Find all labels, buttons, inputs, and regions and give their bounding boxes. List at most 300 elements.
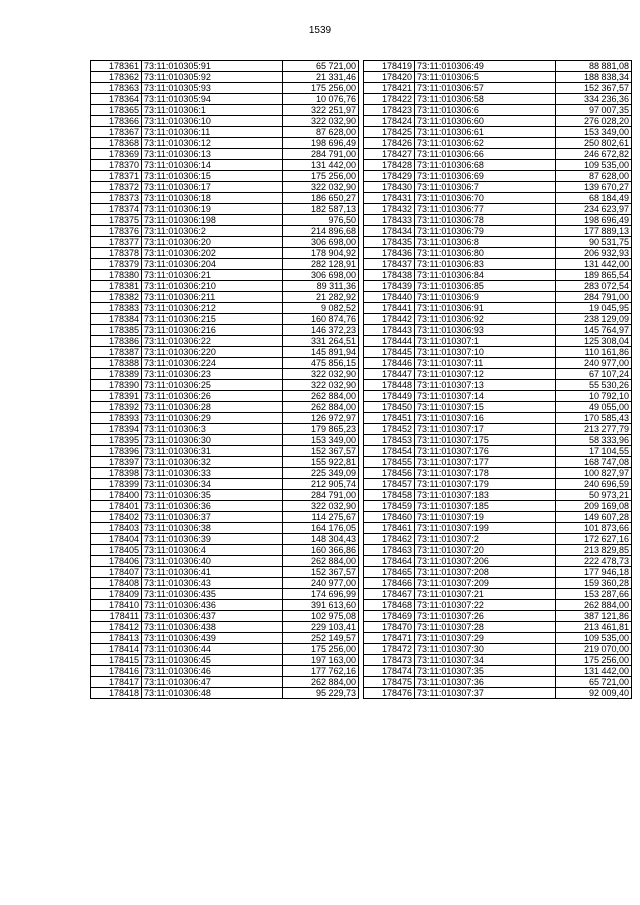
cadastral-value: 391 613,60 [283, 600, 359, 611]
cadastral-number: 73:11:010306:220 [142, 347, 283, 358]
cadastral-number: 73:11:010306:60 [415, 116, 556, 127]
cadastral-number: 73:11:010306:70 [415, 193, 556, 204]
cadastral-number: 73:11:010306:13 [142, 149, 283, 160]
table-row [91, 215, 359, 226]
cadastral-number: 73:11:010306:28 [142, 402, 283, 413]
table-row [91, 325, 359, 336]
cadastral-number: 73:11:010307:34 [415, 655, 556, 666]
page-number: 1539 [308, 25, 332, 36]
cadastral-number: 73:11:010306:80 [415, 248, 556, 259]
table-row [91, 72, 359, 83]
cadastral-number: 73:11:010306:79 [415, 226, 556, 237]
cadastral-value: 139 670,27 [556, 182, 632, 193]
cadastral-number: 73:11:010307:10 [415, 347, 556, 358]
cadastral-number: 73:11:010306:35 [142, 490, 283, 501]
row-number: 178366 [91, 116, 142, 127]
cadastral-number: 73:11:010306:22 [142, 336, 283, 347]
cadastral-number: 73:11:010305:91 [142, 61, 283, 72]
cadastral-value: 58 333,96 [556, 435, 632, 446]
row-number: 178475 [364, 677, 415, 688]
cadastral-number: 73:11:010307:13 [415, 380, 556, 391]
row-number: 178439 [364, 281, 415, 292]
table-row [364, 424, 632, 435]
cadastral-number: 73:11:010306:9 [415, 292, 556, 303]
cadastral-value: 238 129,09 [556, 314, 632, 325]
cadastral-number: 73:11:010307:26 [415, 611, 556, 622]
row-number: 178444 [364, 336, 415, 347]
table-row [91, 666, 359, 677]
table-row [91, 677, 359, 688]
cadastral-number: 73:11:010306:93 [415, 325, 556, 336]
cadastral-value: 19 045,95 [556, 303, 632, 314]
row-number: 178467 [364, 589, 415, 600]
cadastral-value: 159 360,28 [556, 578, 632, 589]
row-number: 178367 [91, 127, 142, 138]
cadastral-value: 50 973,21 [556, 490, 632, 501]
cadastral-number: 73:11:010306:77 [415, 204, 556, 215]
cadastral-number: 73:11:010306:26 [142, 391, 283, 402]
cadastral-number: 73:11:010307:17 [415, 424, 556, 435]
cadastral-value: 160 874,76 [283, 314, 359, 325]
cadastral-value: 475 856,15 [283, 358, 359, 369]
cadastral-value: 188 838,34 [556, 72, 632, 83]
table-row [91, 149, 359, 160]
cadastral-value: 131 442,00 [556, 666, 632, 677]
table-row [91, 369, 359, 380]
row-number: 178447 [364, 369, 415, 380]
cadastral-value: 240 977,00 [556, 358, 632, 369]
cadastral-value: 212 905,74 [283, 479, 359, 490]
cadastral-number: 73:11:010306:57 [415, 83, 556, 94]
cadastral-value: 284 791,00 [556, 292, 632, 303]
table-row [364, 204, 632, 215]
row-number: 178417 [91, 677, 142, 688]
cadastral-value: 153 349,00 [556, 127, 632, 138]
row-number: 178406 [91, 556, 142, 567]
row-number: 178385 [91, 325, 142, 336]
cadastral-number: 73:11:010307:206 [415, 556, 556, 567]
cadastral-value: 262 884,00 [283, 556, 359, 567]
cadastral-value: 214 896,68 [283, 226, 359, 237]
table-row [91, 182, 359, 193]
cadastral-number: 73:11:010307:21 [415, 589, 556, 600]
row-number: 178389 [91, 369, 142, 380]
cadastral-value: 153 287,66 [556, 589, 632, 600]
cadastral-value: 219 070,00 [556, 644, 632, 655]
table-row [91, 457, 359, 468]
table-row [91, 259, 359, 270]
row-number: 178471 [364, 633, 415, 644]
table-row [364, 281, 632, 292]
table-row [91, 94, 359, 105]
cadastral-number: 73:11:010306:39 [142, 534, 283, 545]
row-number: 178451 [364, 413, 415, 424]
row-number: 178381 [91, 281, 142, 292]
row-number: 178402 [91, 512, 142, 523]
cadastral-value: 68 184,49 [556, 193, 632, 204]
row-number: 178430 [364, 182, 415, 193]
cadastral-value: 21 331,46 [283, 72, 359, 83]
cadastral-value: 55 530,26 [556, 380, 632, 391]
cadastral-number: 73:11:010306:2 [142, 226, 283, 237]
row-number: 178371 [91, 171, 142, 182]
table-row [364, 94, 632, 105]
row-number: 178452 [364, 424, 415, 435]
cadastral-number: 73:11:010306:29 [142, 413, 283, 424]
table-row [91, 83, 359, 94]
row-number: 178384 [91, 314, 142, 325]
row-number: 178414 [91, 644, 142, 655]
row-number: 178369 [91, 149, 142, 160]
table-row [91, 160, 359, 171]
row-number: 178408 [91, 578, 142, 589]
table-row [364, 435, 632, 446]
table-row [91, 567, 359, 578]
cadastral-value: 90 531,75 [556, 237, 632, 248]
table-row [364, 171, 632, 182]
row-number: 178469 [364, 611, 415, 622]
cadastral-value: 322 032,90 [283, 380, 359, 391]
row-number: 178368 [91, 138, 142, 149]
row-number: 178457 [364, 479, 415, 490]
row-number: 178416 [91, 666, 142, 677]
table-row [364, 677, 632, 688]
cadastral-number: 73:11:010307:175 [415, 435, 556, 446]
cadastral-number: 73:11:010307:199 [415, 523, 556, 534]
cadastral-value: 322 251,97 [283, 105, 359, 116]
cadastral-number: 73:11:010306:204 [142, 259, 283, 270]
table-row [91, 116, 359, 127]
row-number: 178396 [91, 446, 142, 457]
row-number: 178393 [91, 413, 142, 424]
cadastral-value: 152 367,57 [556, 83, 632, 94]
cadastral-value: 92 009,40 [556, 688, 632, 699]
cadastral-number: 73:11:010306:78 [415, 215, 556, 226]
table-row [364, 160, 632, 171]
cadastral-number: 73:11:010306:48 [142, 688, 283, 699]
table-row [364, 545, 632, 556]
cadastral-value: 87 628,00 [556, 171, 632, 182]
cadastral-value: 49 055,00 [556, 402, 632, 413]
row-number: 178374 [91, 204, 142, 215]
row-number: 178388 [91, 358, 142, 369]
table-row [91, 204, 359, 215]
cadastral-number: 73:11:010306:47 [142, 677, 283, 688]
row-number: 178375 [91, 215, 142, 226]
cadastral-value: 240 977,00 [283, 578, 359, 589]
table-row [364, 336, 632, 347]
row-number: 178397 [91, 457, 142, 468]
row-number: 178376 [91, 226, 142, 237]
row-number: 178391 [91, 391, 142, 402]
table-row [364, 457, 632, 468]
cadastral-number: 73:11:010306:5 [415, 72, 556, 83]
cadastral-value: 225 349,09 [283, 468, 359, 479]
table-row [91, 303, 359, 314]
row-number: 178440 [364, 292, 415, 303]
cadastral-number: 73:11:010306:36 [142, 501, 283, 512]
cadastral-value: 149 607,28 [556, 512, 632, 523]
row-number: 178403 [91, 523, 142, 534]
table-row [364, 193, 632, 204]
cadastral-number: 73:11:010307:183 [415, 490, 556, 501]
cadastral-number: 73:11:010306:8 [415, 237, 556, 248]
table-row [91, 578, 359, 589]
table-row [91, 347, 359, 358]
cadastral-value: 155 922,81 [283, 457, 359, 468]
cadastral-value: 262 884,00 [283, 677, 359, 688]
cadastral-value: 175 256,00 [283, 644, 359, 655]
cadastral-number: 73:11:010307:36 [415, 677, 556, 688]
cadastral-value: 102 975,08 [283, 611, 359, 622]
cadastral-number: 73:11:010306:215 [142, 314, 283, 325]
cadastral-number: 73:11:010307:22 [415, 600, 556, 611]
cadastral-number: 73:11:010306:211 [142, 292, 283, 303]
row-number: 178386 [91, 336, 142, 347]
row-number: 178458 [364, 490, 415, 501]
table-row [364, 314, 632, 325]
row-number: 178390 [91, 380, 142, 391]
table-row [364, 468, 632, 479]
row-number: 178433 [364, 215, 415, 226]
cadastral-number: 73:11:010306:84 [415, 270, 556, 281]
cadastral-number: 73:11:010306:23 [142, 369, 283, 380]
row-number: 178387 [91, 347, 142, 358]
table-row [364, 138, 632, 149]
cadastral-value: 145 891,94 [283, 347, 359, 358]
cadastral-number: 73:11:010305:94 [142, 94, 283, 105]
cadastral-number: 73:11:010306:3 [142, 424, 283, 435]
row-number: 178418 [91, 688, 142, 699]
cadastral-number: 73:11:010306:202 [142, 248, 283, 259]
cadastral-number: 73:11:010306:437 [142, 611, 283, 622]
table-row [364, 116, 632, 127]
cadastral-value: 177 946,18 [556, 567, 632, 578]
cadastral-number: 73:11:010306:30 [142, 435, 283, 446]
row-number: 178445 [364, 347, 415, 358]
table-row [91, 391, 359, 402]
cadastral-value: 88 881,08 [556, 61, 632, 72]
cadastral-number: 73:11:010306:66 [415, 149, 556, 160]
table-row [364, 226, 632, 237]
cadastral-number: 73:11:010306:25 [142, 380, 283, 391]
table-row [364, 600, 632, 611]
row-number: 178377 [91, 237, 142, 248]
cadastral-value: 209 169,08 [556, 501, 632, 512]
cadastral-number: 73:11:010306:12 [142, 138, 283, 149]
cadastral-value: 322 032,90 [283, 501, 359, 512]
row-number: 178462 [364, 534, 415, 545]
cadastral-number: 73:11:010306:41 [142, 567, 283, 578]
row-number: 178410 [91, 600, 142, 611]
cadastral-value: 10 076,76 [283, 94, 359, 105]
cadastral-number: 73:11:010307:35 [415, 666, 556, 677]
cadastral-number: 73:11:010306:44 [142, 644, 283, 655]
row-number: 178438 [364, 270, 415, 281]
row-number: 178370 [91, 160, 142, 171]
cadastral-number: 73:11:010305:92 [142, 72, 283, 83]
cadastral-value: 179 865,23 [283, 424, 359, 435]
table-row [91, 589, 359, 600]
table-row [91, 314, 359, 325]
cadastral-value: 331 264,51 [283, 336, 359, 347]
cadastral-number: 73:11:010306:40 [142, 556, 283, 567]
row-number: 178395 [91, 435, 142, 446]
cadastral-value: 152 367,57 [283, 446, 359, 457]
row-number: 178427 [364, 149, 415, 160]
cadastral-value: 87 628,00 [283, 127, 359, 138]
cadastral-value: 282 128,91 [283, 259, 359, 270]
table-row [364, 248, 632, 259]
table-row [364, 72, 632, 83]
table-row [91, 644, 359, 655]
table-row [91, 380, 359, 391]
row-number: 178443 [364, 325, 415, 336]
cadastral-value: 160 366,86 [283, 545, 359, 556]
row-number: 178394 [91, 424, 142, 435]
table-row [91, 226, 359, 237]
row-number: 178463 [364, 545, 415, 556]
cadastral-value: 334 236,36 [556, 94, 632, 105]
table-row [91, 501, 359, 512]
cadastral-number: 73:11:010306:7 [415, 182, 556, 193]
cadastral-number: 73:11:010307:209 [415, 578, 556, 589]
cadastral-number: 73:11:010306:438 [142, 622, 283, 633]
row-number: 178446 [364, 358, 415, 369]
table-row [91, 292, 359, 303]
cadastral-number: 73:11:010306:83 [415, 259, 556, 270]
table-row [91, 402, 359, 413]
cadastral-value: 101 873,66 [556, 523, 632, 534]
row-number: 178459 [364, 501, 415, 512]
cadastral-value: 322 032,90 [283, 182, 359, 193]
table-row [364, 523, 632, 534]
row-number: 178436 [364, 248, 415, 259]
table-row [364, 512, 632, 523]
cadastral-number: 73:11:010307:176 [415, 446, 556, 457]
cadastral-number: 73:11:010306:62 [415, 138, 556, 149]
table-row [91, 270, 359, 281]
row-number: 178419 [364, 61, 415, 72]
row-number: 178405 [91, 545, 142, 556]
table-row [91, 435, 359, 446]
row-number: 178435 [364, 237, 415, 248]
table-row [364, 633, 632, 644]
table-row [91, 237, 359, 248]
table-row [91, 468, 359, 479]
cadastral-value: 262 884,00 [556, 600, 632, 611]
cadastral-number: 73:11:010307:37 [415, 688, 556, 699]
table-row [91, 281, 359, 292]
cadastral-value: 153 349,00 [283, 435, 359, 446]
cadastral-number: 73:11:010307:16 [415, 413, 556, 424]
cadastral-number: 73:11:010306:69 [415, 171, 556, 182]
cadastral-number: 73:11:010306:19 [142, 204, 283, 215]
cadastral-number: 73:11:010306:45 [142, 655, 283, 666]
cadastral-value: 109 535,00 [556, 633, 632, 644]
table-row [364, 688, 632, 699]
table-row [364, 380, 632, 391]
table-row [91, 534, 359, 545]
row-number: 178420 [364, 72, 415, 83]
cadastral-number: 73:11:010306:43 [142, 578, 283, 589]
table-row [364, 369, 632, 380]
cadastral-value: 89 311,36 [283, 281, 359, 292]
cadastral-number: 73:11:010307:20 [415, 545, 556, 556]
table-row [364, 567, 632, 578]
table-row [364, 149, 632, 160]
cadastral-value: 222 478,73 [556, 556, 632, 567]
row-number: 178380 [91, 270, 142, 281]
table-row [364, 127, 632, 138]
cadastral-number: 73:11:010307:179 [415, 479, 556, 490]
row-number: 178442 [364, 314, 415, 325]
cadastral-number: 73:11:010307:28 [415, 622, 556, 633]
cadastral-number: 73:11:010306:38 [142, 523, 283, 534]
row-number: 178437 [364, 259, 415, 270]
cadastral-number: 73:11:010306:216 [142, 325, 283, 336]
table-row [91, 512, 359, 523]
row-number: 178466 [364, 578, 415, 589]
row-number: 178461 [364, 523, 415, 534]
cadastral-number: 73:11:010306:20 [142, 237, 283, 248]
cadastral-number: 73:11:010306:436 [142, 600, 283, 611]
cadastral-value: 262 884,00 [283, 391, 359, 402]
row-number: 178434 [364, 226, 415, 237]
cadastral-number: 73:11:010306:198 [142, 215, 283, 226]
cadastral-number: 73:11:010306:224 [142, 358, 283, 369]
row-number: 178383 [91, 303, 142, 314]
cadastral-number: 73:11:010307:2 [415, 534, 556, 545]
cadastral-value: 276 028,20 [556, 116, 632, 127]
cadastral-value: 126 972,97 [283, 413, 359, 424]
cadastral-value: 67 107,24 [556, 369, 632, 380]
table-row [364, 325, 632, 336]
cadastral-value: 189 865,54 [556, 270, 632, 281]
cadastral-value: 21 282,92 [283, 292, 359, 303]
row-number: 178464 [364, 556, 415, 567]
cadastral-value: 95 229,73 [283, 688, 359, 699]
cadastral-value: 234 623,97 [556, 204, 632, 215]
row-number: 178372 [91, 182, 142, 193]
row-number: 178441 [364, 303, 415, 314]
row-number: 178448 [364, 380, 415, 391]
cadastral-value: 182 587,13 [283, 204, 359, 215]
table-row [364, 534, 632, 545]
cadastral-value: 65 721,00 [283, 61, 359, 72]
row-number: 178460 [364, 512, 415, 523]
table-row [364, 391, 632, 402]
cadastral-value: 97 007,35 [556, 105, 632, 116]
row-number: 178429 [364, 171, 415, 182]
table-row [91, 413, 359, 424]
cadastral-number: 73:11:010306:1 [142, 105, 283, 116]
row-number: 178426 [364, 138, 415, 149]
cadastral-number: 73:11:010307:30 [415, 644, 556, 655]
cadastral-value: 177 762,16 [283, 666, 359, 677]
table-row [91, 424, 359, 435]
table-row [91, 138, 359, 149]
row-number: 178450 [364, 402, 415, 413]
row-number: 178362 [91, 72, 142, 83]
cadastral-number: 73:11:010306:11 [142, 127, 283, 138]
cadastral-number: 73:11:010306:46 [142, 666, 283, 677]
table-row [364, 303, 632, 314]
row-number: 178415 [91, 655, 142, 666]
cadastral-value: 387 121,86 [556, 611, 632, 622]
cadastral-value: 306 698,00 [283, 237, 359, 248]
cadastral-number: 73:11:010306:439 [142, 633, 283, 644]
